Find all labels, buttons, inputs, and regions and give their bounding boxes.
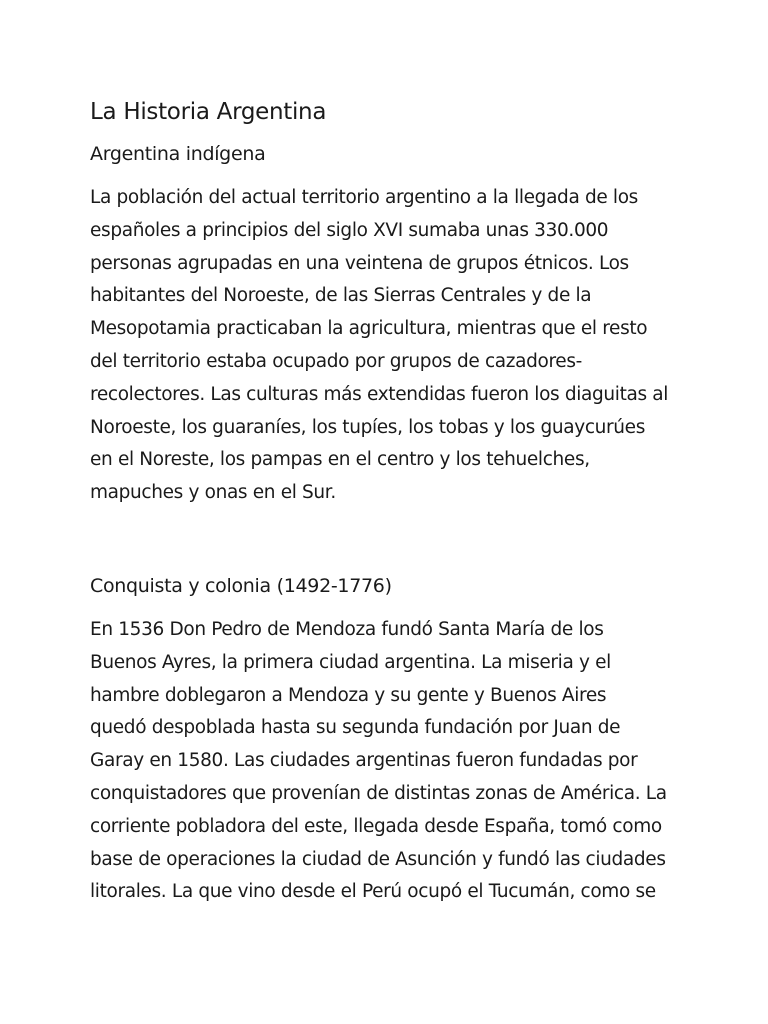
text-line: en el Noreste, los pampas en el centro y los tehuelches, [90,449,590,471]
text-line: quedó despoblada hasta su segunda fundación por Juan de [90,717,621,739]
text-line: hambre doblegaron a Mendoza y su gente y Buenos Aires [90,684,607,706]
text-line: Buenos Ayres, la primera ciudad argentina. La miseria y el [90,651,611,673]
section-heading-argentina-indigena: Argentina indígena [90,143,266,165]
text-line: recolectores. Las culturas más extendidas fueron los diaguitas al [90,383,669,405]
text-line: habitantes del Noroeste, de las Sierras Centrales y de la [90,285,592,307]
section-spacer [90,510,710,572]
text-line: Noroeste, los guaraníes, los tupíes, los tobas y los guaycurúes [90,416,645,438]
text-line: litorales. La que vino desde el Perú ocupó el Tucumán, como se [90,881,656,903]
text-line: personas agrupadas en una veintena de grupos étnicos. Los [90,252,629,274]
text-line: base de operaciones la ciudad de Asunción y fundó las ciudades [90,848,666,870]
text-line: La población del actual territorio argentino a la llegada de los [90,187,638,208]
text-line: Mesopotamia practicaban la agricultura, mientras que el resto [90,318,648,340]
text-line: del territorio estaba ocupado por grupos de cazadores- [90,350,582,372]
document-title: La Historia Argentina [90,99,327,125]
text-line: Garay en 1580. Las ciudades argentinas fueron fundadas por [90,750,638,772]
text-line: mapuches y onas en el Sur. [90,482,336,504]
section-paragraph-argentina-indigena [90,182,710,510]
document-body [90,96,710,909]
text-line: corriente pobladora del este, llegada desde España, tomó como [90,815,662,837]
text-line: En 1536 Don Pedro de Mendoza fundó Santa María de los [90,618,604,640]
section-heading-conquista-y-colonia: Conquista y colonia (1492-1776) [90,574,392,597]
section-paragraph-conquista-y-colonia [90,614,710,909]
text-line: conquistadores que provenían de distintas zonas de América. La [90,782,667,804]
text-line: españoles a principios del siglo XVI sumaba unas 330.000 [90,219,609,241]
